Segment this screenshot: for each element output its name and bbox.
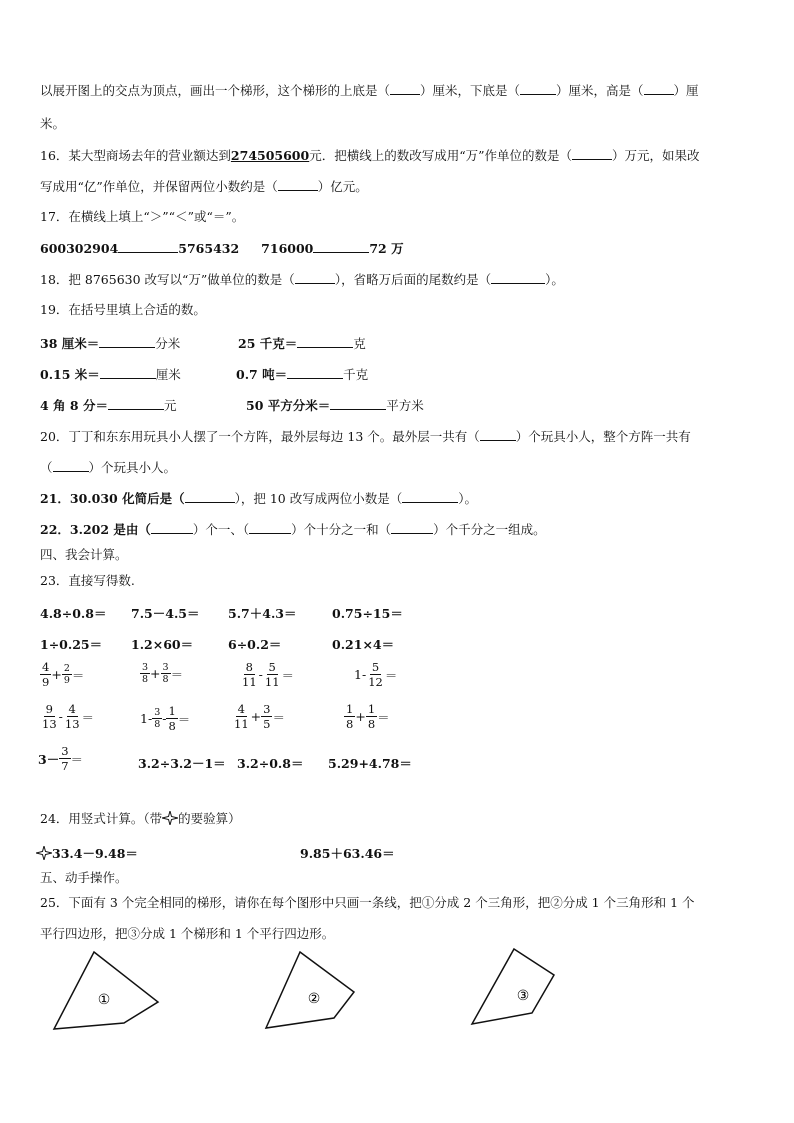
section-5-title: 五、动手操作。	[40, 870, 128, 885]
shape-label-3: ③	[516, 988, 530, 1004]
question-17: 17．在横线上填上“＞”“＜”或“＝”。	[40, 209, 245, 224]
calc-item: 3.2÷0.8＝	[237, 756, 304, 771]
answer-blank[interactable]	[99, 335, 155, 348]
vertical-calc-a: 33.4－9.48＝	[36, 844, 138, 862]
answer-blank[interactable]	[390, 82, 420, 95]
answer-blank[interactable]	[572, 147, 612, 160]
calc-item: 1.2×60＝	[131, 637, 194, 652]
shape-label-1: ①	[97, 992, 111, 1008]
fraction-calc: 1- $\frac{3}{8}$ - $\frac{1}{8}$ ＝	[140, 704, 191, 733]
calc-item: 1÷0.25＝	[40, 637, 103, 652]
fraction-calc: $\frac{4}{11}$ + $\frac{3}{5}$ ＝	[234, 702, 285, 731]
trapezoid-1[interactable]	[50, 950, 160, 1030]
fraction-calc: 3－ $\frac{3}{7}$ ＝	[38, 744, 84, 773]
answer-blank[interactable]	[520, 82, 556, 95]
fraction-calc: $\frac{8}{11}$ - $\frac{5}{11}$ ＝	[242, 660, 295, 689]
question-23: 23．直接写得数.	[40, 573, 135, 588]
verify-star-icon	[162, 811, 178, 825]
answer-blank[interactable]	[330, 397, 386, 410]
verify-star-icon	[36, 846, 52, 860]
answer-blank[interactable]	[278, 178, 318, 191]
question-21: 21．30.030 化简后是（ ），把 10 改写成两位小数是（ ）。	[40, 491, 477, 506]
answer-blank[interactable]	[53, 459, 89, 472]
answer-blank[interactable]	[644, 82, 674, 95]
fraction-calc: $\frac{1}{8}$ + $\frac{1}{8}$ ＝	[346, 702, 390, 731]
vertical-calc-b: 9.85＋63.46＝	[300, 846, 395, 861]
shape-label-2: ②	[307, 991, 321, 1007]
answer-blank[interactable]	[313, 240, 369, 253]
fraction-calc: 1- $\frac{5}{12}$ ＝	[354, 660, 398, 689]
question-16: 16．某大型商场去年的营业额达到274505600元．把横线上的数改写成用“万”作单位的数是（ ）万元，如果改	[40, 148, 700, 163]
answer-blank[interactable]	[185, 490, 235, 503]
q19-item-c: 0.15 米＝ 厘米	[40, 367, 181, 382]
q15-continuation: 以展开图上的交点为顶点，画出一个梯形，这个梯形的上底是（ ）厘米，下底是（ ）厘米，高是（ ）厘	[40, 83, 699, 98]
question-25: 25．下面有 3 个完全相同的梯形，请你在每个图形中只画一条线，把①分成 2 个三角形，把②分成 1 个三角形和 1 个	[40, 895, 695, 910]
answer-blank[interactable]	[480, 428, 516, 441]
answer-blank[interactable]	[402, 490, 458, 503]
calc-item: 0.21×4＝	[332, 637, 395, 652]
answer-blank[interactable]	[491, 271, 545, 284]
q15-end: 米。	[40, 116, 66, 131]
answer-blank[interactable]	[287, 366, 343, 379]
calc-item: 7.5－4.5＝	[131, 606, 200, 621]
calc-item: 6÷0.2＝	[228, 637, 282, 652]
q19-item-e: 4 角 8 分＝ 元	[40, 398, 177, 413]
fraction-calc: $\frac{9}{13}$ - $\frac{4}{13}$ ＝	[42, 702, 95, 731]
calc-item: 5.7＋4.3＝	[228, 606, 297, 621]
answer-blank[interactable]	[249, 521, 291, 534]
q19-item-a: 38 厘米＝ 分米	[40, 336, 181, 351]
question-19: 19．在括号里填上合适的数。	[40, 302, 206, 317]
question-17-items: 600302904 5765432 716000 72 万	[40, 241, 404, 256]
trapezoid-2[interactable]	[262, 950, 362, 1030]
fraction-calc: $\frac{3}{8}$ + $\frac{3}{8}$ ＝	[142, 662, 184, 685]
calc-item: 0.75÷15＝	[332, 606, 403, 621]
answer-blank[interactable]	[118, 240, 178, 253]
answer-blank[interactable]	[391, 521, 433, 534]
q19-item-f: 50 平方分米＝ 平方米	[246, 398, 424, 413]
fraction-calc: $\frac{4}{9}$ + $\frac{2}{9}$ ＝	[42, 660, 85, 689]
calc-item: 3.2÷3.2－1＝	[138, 756, 226, 771]
q19-item-d: 0.7 吨＝ 千克	[236, 367, 369, 382]
section-4-title: 四、我会计算。	[40, 547, 128, 562]
calc-item: 5.29+4.78＝	[328, 756, 412, 771]
question-22: 22．3.202 是由（ ）个一、（ ）个十分之一和（ ）个千分之一组成。	[40, 522, 546, 537]
q19-item-b: 25 千克＝ 克	[238, 336, 366, 351]
answer-blank[interactable]	[295, 271, 335, 284]
trapezoid-3[interactable]	[470, 947, 560, 1027]
question-24: 24．用竖式计算。（带 的要验算）	[40, 811, 241, 826]
question-20-cont: （ ）个玩具小人。	[40, 460, 177, 475]
question-18: 18．把 8765630 改写以“万”做单位的数是（ ），省略万后面的尾数约是（ ）。	[40, 272, 564, 287]
answer-blank[interactable]	[297, 335, 353, 348]
calc-item: 4.8÷0.8＝	[40, 606, 107, 621]
answer-blank[interactable]	[108, 397, 164, 410]
answer-blank[interactable]	[100, 366, 156, 379]
question-25-cont: 平行四边形，把③分成 1 个梯形和 1 个平行四边形。	[40, 926, 335, 941]
answer-blank[interactable]	[151, 521, 193, 534]
question-20: 20．丁丁和东东用玩具小人摆了一个方阵，最外层每边 13 个。最外层一共有（ ）个玩具小人，整个方阵一共有	[40, 429, 691, 444]
question-16-cont: 写成用“亿”作单位，并保留两位小数约是（ ）亿元。	[40, 179, 368, 194]
